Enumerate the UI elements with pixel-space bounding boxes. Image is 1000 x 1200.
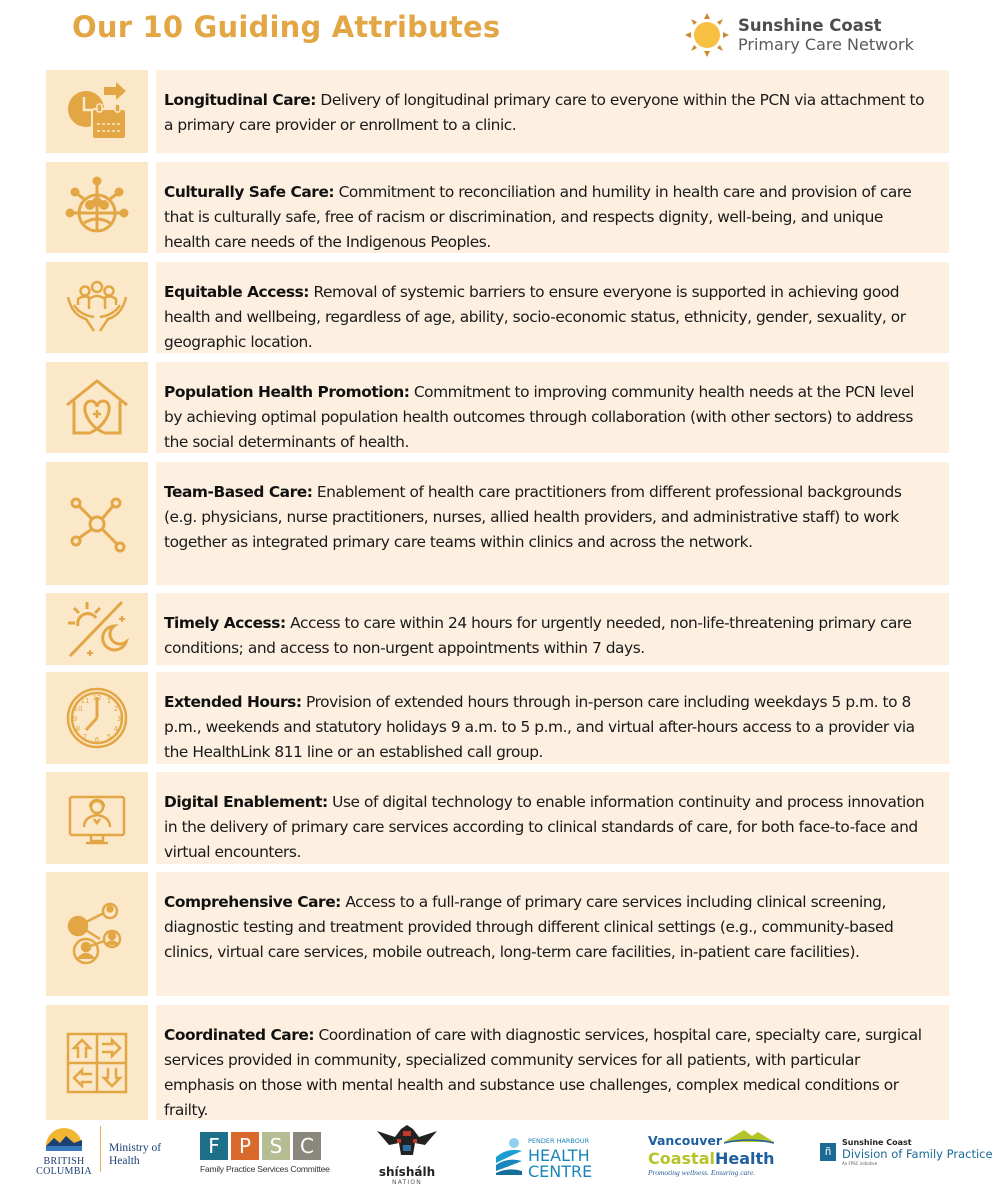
attribute-description: [156, 70, 949, 153]
attribute-text: Coordination of care with diagnostic services, hospital care, specialty care, surgical services provided in community, specialized community services for all patients, with particular emphasis on those with mental health and substance use challenges, complex medical conditions or frailty.: [164, 1026, 922, 1119]
attribute-description: [156, 593, 949, 665]
svg-text:10: 10: [73, 705, 83, 713]
sun-moon-icon: [64, 596, 130, 662]
attribute-description: [156, 162, 949, 253]
attribute-description: [156, 672, 949, 764]
icon-cell: [46, 162, 148, 253]
attribute-description: [156, 362, 949, 453]
attribute-description: [156, 772, 949, 864]
svg-text:4: 4: [113, 725, 119, 733]
icon-cell: [46, 362, 148, 453]
page-title: Our 10 Guiding Attributes: [72, 10, 501, 44]
icon-cell: [46, 70, 148, 153]
connected-people-icon: [64, 901, 130, 967]
attribute-title: Population Health Promotion:: [164, 383, 410, 401]
shishalh-nation-logo: shíshálh NATION: [372, 1123, 442, 1186]
sun-icon: [682, 12, 732, 58]
attribute-row-coordinated-care: [46, 1005, 949, 1120]
attribute-description: [156, 462, 949, 585]
fpsc-logo: F P S C Family Practice Services Committee: [200, 1134, 330, 1174]
divider: [100, 1126, 101, 1172]
svg-text:1: 1: [106, 697, 112, 705]
attribute-title: Culturally Safe Care:: [164, 183, 335, 201]
attribute-title: Equitable Access:: [164, 283, 310, 301]
attribute-title: Comprehensive Care:: [164, 893, 341, 911]
monitor-agent-icon: [64, 785, 130, 851]
svg-text:3: 3: [116, 715, 122, 723]
icon-cell: [46, 1005, 148, 1120]
attribute-row-team-based-care: [46, 462, 949, 585]
attribute-row-longitudinal-care: [46, 70, 949, 153]
icon-cell: [46, 593, 148, 665]
attribute-text: Enablement of health care practitioners from different professional backgrounds (e.g. physicians, nurse practitioners, nurses, allied health providers, and administrative staff) to work together as integrated primary care teams within clinics and across the network.: [164, 483, 902, 551]
attribute-row-timely-access: [46, 593, 949, 665]
attribute-text: Access to a full-range of primary care services including clinical screening, diagnostic testing and treatment provided through different clinical settings (e.g., community-based clinics, virtual care services, mobile outreach, long-term care facilities, in-patient care facilities).: [164, 893, 894, 961]
svg-text:7: 7: [82, 733, 88, 741]
attribute-text: Access to care within 24 hours for urgently needed, non-life-threatening primary care conditions; and access to non-urgent appointments within 7 days.: [164, 614, 912, 657]
attribute-text: Removal of systemic barriers to ensure everyone is supported in achieving good health and wellbeing, regardless of age, ability, socio-economic status, ethnicity, gender, sexuality, or geographic location.: [164, 283, 906, 351]
pender-harbour-health-centre-logo: PENDER HARBOUR HEALTH CENTRE: [494, 1134, 592, 1180]
attribute-text: Delivery of longitudinal primary care to everyone within the PCN via attachment to a primary care provider or enrollment to a clinic.: [164, 91, 925, 134]
attribute-title: Longitudinal Care:: [164, 91, 316, 109]
brand-logo: [682, 12, 914, 58]
wall-clock-icon: [64, 685, 130, 751]
attribute-row-extended-hours: [46, 672, 949, 764]
bc-sunrise-icon: [44, 1126, 84, 1152]
svg-text:9: 9: [72, 715, 78, 723]
icon-cell: [46, 772, 148, 864]
attribute-description: [156, 872, 949, 996]
attribute-title: Timely Access:: [164, 614, 286, 632]
house-heart-icon: [64, 375, 130, 441]
attribute-title: Digital Enablement:: [164, 793, 328, 811]
clock-calendar-arrow-icon: [64, 79, 130, 145]
icon-cell: [46, 672, 148, 764]
brand-subtitle: Primary Care Network: [738, 35, 914, 54]
attribute-row-digital-enablement: [46, 772, 949, 864]
vancouver-coastal-health-logo: Vancouver CoastalHealth Promoting wellness. Ensuring care.: [648, 1132, 775, 1177]
svg-text:6: 6: [94, 736, 100, 744]
attribute-description: [156, 262, 949, 353]
svg-text:11: 11: [80, 697, 90, 705]
icon-cell: [46, 462, 148, 585]
sunshine-coast-division-of-family-practice-logo: ñ Sunshine Coast Division of Family Practice An FPSC initiative: [820, 1138, 993, 1166]
attribute-text: Provision of extended hours through in-person care including weekdays 5 p.m. to 8 p.m., weekends and statutory holidays 9 a.m. to 5 p.m., and virtual after-hours access to a provider via the HealthLink 811 line or an established call group.: [164, 693, 915, 761]
globe-people-network-icon: [64, 175, 130, 241]
icon-cell: [46, 872, 148, 996]
attribute-text: Commitment to improving community health needs at the PCN level by achieving optimal population health outcomes through collaboration (with other sectors) to address the social determinants of health.: [164, 383, 914, 451]
hands-holding-people-icon: [64, 275, 130, 341]
attribute-row-comprehensive-care: [46, 872, 949, 996]
attribute-description: [156, 1005, 949, 1120]
svg-text:12: 12: [92, 694, 102, 702]
mountain-icon: [724, 1128, 774, 1144]
partner-logos: [0, 1118, 1000, 1200]
family-icon: ñ: [820, 1143, 836, 1161]
icon-cell: [46, 262, 148, 353]
attribute-row-culturally-safe-care: [46, 162, 949, 253]
wave-icon: [494, 1137, 524, 1177]
attribute-title: Coordinated Care:: [164, 1026, 315, 1044]
attribute-title: Team-Based Care:: [164, 483, 313, 501]
svg-text:2: 2: [113, 705, 119, 713]
attribute-row-equitable-access: [46, 262, 949, 353]
attribute-title: Extended Hours:: [164, 693, 302, 711]
brand-name: Sunshine Coast: [738, 16, 882, 35]
svg-text:5: 5: [106, 733, 112, 741]
svg-text:8: 8: [75, 725, 81, 733]
attribute-row-population-health-promotion: [46, 362, 949, 453]
attribute-text: Commitment to reconciliation and humility in health care and provision of care that is culturally safe, free of racism or discrimination, and respects dignity, well-being, and unique health care needs of the Indigenous Peoples.: [164, 183, 912, 251]
bc-ministry-of-health-logo: BRITISH COLUMBIA Ministry of Health: [36, 1126, 161, 1177]
thunderbird-icon: [375, 1123, 439, 1159]
puzzle-arrows-icon: [64, 1030, 130, 1096]
network-hub-icon: [64, 491, 130, 557]
attribute-text: Use of digital technology to enable information continuity and process innovation in the delivery of primary care services according to clinical standards of care, for both face-to-face and virtual encounters.: [164, 793, 925, 861]
